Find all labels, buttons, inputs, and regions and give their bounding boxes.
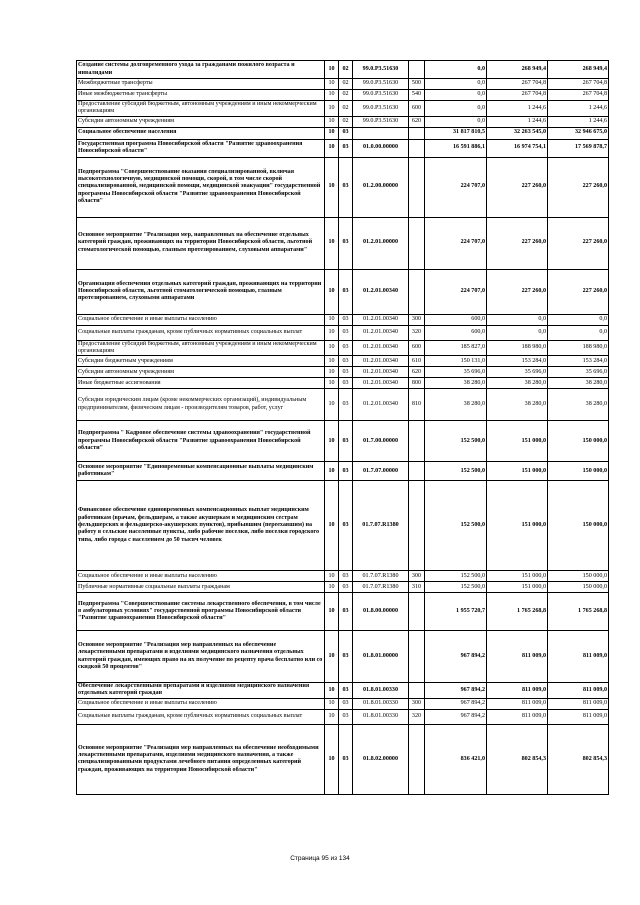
table-cell-amount-year-3: 150 000,0 — [548, 462, 609, 481]
table-cell-target-article: 99.0.P3.51630 — [353, 116, 409, 127]
table-cell-amount-year-1: 150 131,0 — [425, 356, 487, 367]
table-row — [77, 101, 609, 117]
table-row — [77, 389, 609, 421]
table-cell-name: Подпрограмма "Совершенствование оказания специализированной, включая высокотехнологичную, медицинской помощи, скорой, в том числе скорой специализированной, медицинской помощи, медицинской эвакуации" государственной программы Новосибирской области "Развитие здравоохранения Новосибирской области" — [77, 157, 325, 217]
table-cell-expense-type: 500 — [409, 79, 425, 90]
table-cell-section: 10 — [325, 79, 339, 90]
table-cell-name: Подпрограмма "Совершенствование системы лекарственного обеспечения, в том числе в амбулаторных условиях" государственной программы Новосибирской области "Развитие здравоохранения Новосибирской области" — [77, 593, 325, 631]
table-cell-amount-year-3: 268 949,4 — [548, 61, 609, 79]
table-cell-expense-type: 600 — [409, 101, 425, 117]
table-cell-section: 10 — [325, 709, 339, 724]
table-cell-amount-year-3: 1 244,6 — [548, 116, 609, 127]
table-cell-subsection: 03 — [339, 269, 353, 314]
table-cell-subsection: 03 — [339, 481, 353, 571]
table-cell-subsection: 03 — [339, 462, 353, 481]
table-cell-amount-year-1: 600,0 — [425, 314, 487, 325]
table-cell-target-article: 01.7.07.R1380 — [353, 582, 409, 593]
table-cell-amount-year-1: 35 696,0 — [425, 367, 487, 378]
table-cell-name: Субсидии бюджетным учреждениям — [77, 356, 325, 367]
table-cell-amount-year-3: 0,0 — [548, 325, 609, 340]
table-cell-subsection: 03 — [339, 157, 353, 217]
table-cell-subsection: 03 — [339, 217, 353, 269]
table-cell-subsection: 03 — [339, 139, 353, 157]
table-row — [77, 325, 609, 340]
table-cell-amount-year-1: 1 955 720,7 — [425, 593, 487, 631]
table-cell-amount-year-3: 150 000,0 — [548, 571, 609, 582]
table-row — [77, 127, 609, 139]
table-cell-subsection: 03 — [339, 582, 353, 593]
table-cell-expense-type — [409, 724, 425, 794]
table-cell-expense-type — [409, 127, 425, 139]
table-cell-section: 10 — [325, 389, 339, 421]
table-cell-amount-year-3: 0,0 — [548, 314, 609, 325]
table-cell-section: 10 — [325, 61, 339, 79]
table-cell-subsection: 03 — [339, 724, 353, 794]
table-cell-target-article: 01.0.00.00000 — [353, 139, 409, 157]
table-cell-amount-year-2: 38 280,0 — [487, 389, 548, 421]
table-cell-target-article: 01.2.01.00340 — [353, 356, 409, 367]
table-cell-amount-year-2: 811 009,0 — [487, 698, 548, 709]
table-cell-name: Социальное обеспечение и иные выплаты населению — [77, 314, 325, 325]
table-cell-amount-year-3: 150 000,0 — [548, 582, 609, 593]
table-cell-amount-year-2: 268 949,4 — [487, 61, 548, 79]
table-cell-target-article: 01.8.01.00330 — [353, 709, 409, 724]
table-cell-expense-type: 610 — [409, 356, 425, 367]
table-cell-subsection: 02 — [339, 101, 353, 117]
table-row — [77, 378, 609, 389]
table-cell-expense-type: 320 — [409, 325, 425, 340]
table-cell-expense-type: 300 — [409, 571, 425, 582]
table-cell-amount-year-2: 227 260,0 — [487, 217, 548, 269]
table-cell-target-article — [353, 127, 409, 139]
table-cell-amount-year-1: 224 707,0 — [425, 269, 487, 314]
table-cell-amount-year-2: 0,0 — [487, 314, 548, 325]
table-row — [77, 724, 609, 794]
table-cell-target-article: 01.8.01.00330 — [353, 698, 409, 709]
table-cell-section: 10 — [325, 698, 339, 709]
table-cell-subsection: 03 — [339, 378, 353, 389]
table-row — [77, 683, 609, 699]
table-cell-amount-year-2: 151 000,0 — [487, 571, 548, 582]
table-cell-amount-year-2: 227 260,0 — [487, 157, 548, 217]
table-cell-subsection: 03 — [339, 340, 353, 356]
table-cell-name: Публичные нормативные социальные выплаты гражданам — [77, 582, 325, 593]
table-cell-subsection: 03 — [339, 698, 353, 709]
table-cell-name: Организация обеспечения отдельных категорий граждан, проживающих на территории Новосибирской области, льготной стоматологической помощью, глазным протезированием, слуховыми аппаратами — [77, 269, 325, 314]
table-cell-amount-year-1: 0,0 — [425, 101, 487, 117]
table-cell-amount-year-1: 152 500,0 — [425, 582, 487, 593]
table-cell-section: 10 — [325, 217, 339, 269]
table-cell-amount-year-1: 152 500,0 — [425, 481, 487, 571]
table-cell-amount-year-2: 151 000,0 — [487, 481, 548, 571]
table-cell-amount-year-1: 152 500,0 — [425, 571, 487, 582]
table-row — [77, 462, 609, 481]
table-row — [77, 698, 609, 709]
table-row — [77, 116, 609, 127]
table-cell-target-article: 01.2.01.00340 — [353, 389, 409, 421]
table-row — [77, 79, 609, 90]
table-row — [77, 367, 609, 378]
table-cell-subsection: 02 — [339, 90, 353, 101]
table-cell-expense-type: 620 — [409, 116, 425, 127]
table-cell-amount-year-2: 267 704,8 — [487, 90, 548, 101]
table-cell-name: Социальное обеспечение и иные выплаты населению — [77, 698, 325, 709]
table-cell-amount-year-1: 38 280,0 — [425, 378, 487, 389]
table-cell-name: Основное мероприятие "Реализация мер, направленных на обеспечение отдельных категорий граждан, проживающих на территории Новосибирской области, льготной стоматологической помощью, глазным протезированием, слуховыми аппаратами" — [77, 217, 325, 269]
table-cell-section: 10 — [325, 593, 339, 631]
table-cell-target-article: 01.7.07.R1380 — [353, 571, 409, 582]
table-cell-target-article: 01.7.00.00000 — [353, 421, 409, 462]
table-cell-amount-year-1: 0,0 — [425, 90, 487, 101]
table-cell-amount-year-2: 1 765 268,8 — [487, 593, 548, 631]
table-row — [77, 709, 609, 724]
table-cell-amount-year-1: 967 894,2 — [425, 683, 487, 699]
table-cell-amount-year-2: 0,0 — [487, 325, 548, 340]
table-cell-section: 10 — [325, 378, 339, 389]
table-cell-amount-year-3: 38 280,0 — [548, 378, 609, 389]
table-cell-section: 10 — [325, 571, 339, 582]
table-cell-subsection: 03 — [339, 593, 353, 631]
table-cell-amount-year-1: 600,0 — [425, 325, 487, 340]
table-cell-section: 10 — [325, 683, 339, 699]
table-cell-expense-type: 310 — [409, 582, 425, 593]
table-cell-expense-type: 600 — [409, 340, 425, 356]
table-cell-name: Субсидии юридическим лицам (кроме некоммерческих организаций), индивидуальным предпринимателям, физическим лицам - производителям товаров, работ, услуг — [77, 389, 325, 421]
table-cell-amount-year-1: 224 707,0 — [425, 217, 487, 269]
table-cell-subsection: 03 — [339, 709, 353, 724]
table-cell-subsection: 03 — [339, 325, 353, 340]
table-cell-amount-year-2: 153 284,0 — [487, 356, 548, 367]
table-row — [77, 582, 609, 593]
table-cell-amount-year-3: 811 009,0 — [548, 698, 609, 709]
table-cell-amount-year-2: 188 980,0 — [487, 340, 548, 356]
table-cell-target-article: 99.0.P3.51630 — [353, 101, 409, 117]
table-cell-name: Обеспечение лекарственными препаратами и изделиями медицинского назначения отдельных категорий граждан — [77, 683, 325, 699]
table-cell-section: 10 — [325, 367, 339, 378]
table-cell-subsection: 03 — [339, 314, 353, 325]
table-cell-amount-year-3: 38 280,0 — [548, 389, 609, 421]
table-cell-amount-year-3: 811 009,0 — [548, 709, 609, 724]
table-row — [77, 481, 609, 571]
table-cell-amount-year-3: 227 260,0 — [548, 157, 609, 217]
table-cell-target-article: 99.0.P3.51630 — [353, 79, 409, 90]
table-cell-amount-year-3: 811 009,0 — [548, 683, 609, 699]
table-cell-expense-type: 300 — [409, 314, 425, 325]
table-row — [77, 593, 609, 631]
table-cell-section: 10 — [325, 340, 339, 356]
table-cell-amount-year-1: 16 591 886,1 — [425, 139, 487, 157]
table-cell-name: Основное мероприятие "Реализация мер направленных на обеспечение необходимыми лекарственными препаратами, изделиями медицинского назначения, а также специализированными продуктами лечебного питания определенных категорий граждан, проживающих на территории Новосибирской области" — [77, 724, 325, 794]
table-cell-amount-year-3: 150 000,0 — [548, 421, 609, 462]
table-cell-amount-year-2: 267 704,8 — [487, 79, 548, 90]
table-cell-amount-year-3: 1 244,6 — [548, 101, 609, 117]
table-cell-section: 10 — [325, 139, 339, 157]
table-cell-section: 10 — [325, 356, 339, 367]
table-cell-amount-year-2: 1 244,6 — [487, 101, 548, 117]
table-cell-amount-year-3: 227 260,0 — [548, 217, 609, 269]
table-cell-subsection: 03 — [339, 421, 353, 462]
table-cell-subsection: 03 — [339, 683, 353, 699]
table-cell-subsection: 03 — [339, 389, 353, 421]
table-cell-amount-year-2: 227 260,0 — [487, 269, 548, 314]
table-cell-amount-year-2: 151 000,0 — [487, 582, 548, 593]
table-cell-amount-year-2: 802 854,3 — [487, 724, 548, 794]
table-cell-target-article: 01.2.01.00340 — [353, 314, 409, 325]
page-number-footer: Страница 95 из 134 — [290, 855, 350, 862]
table-cell-name: Финансовое обеспечение единовременных компенсационных выплат медицинским работникам (врачам, фельдшерам, а также акушеркам и медицинским сестрам фельдшерских и фельдшерско-акушерских пунктов), прибывшим (переехавшим) на работу в сельские населенные пункты, либо рабочие поселки, либо поселки городского типа, либо города с населением до 50 тысяч человек — [77, 481, 325, 571]
table-cell-section: 10 — [325, 724, 339, 794]
table-cell-target-article: 99.0.P3.51630 — [353, 90, 409, 101]
table-cell-target-article: 01.2.01.00340 — [353, 340, 409, 356]
table-cell-name: Основное мероприятие "Реализация мер направленных на обеспечение лекарственными препаратами и изделиями медицинского назначения отдельных категорий граждан, имеющих право на их получение по рецепту врача бесплатно или со скидкой 50 процентов" — [77, 631, 325, 683]
table-cell-subsection: 03 — [339, 367, 353, 378]
table-cell-name: Социальные выплаты гражданам, кроме публичных нормативных социальных выплат — [77, 709, 325, 724]
table-cell-section: 10 — [325, 157, 339, 217]
table-cell-target-article: 01.2.01.00340 — [353, 378, 409, 389]
table-cell-section: 10 — [325, 127, 339, 139]
table-row — [77, 356, 609, 367]
table-cell-section: 10 — [325, 421, 339, 462]
table-cell-expense-type — [409, 593, 425, 631]
table-cell-amount-year-1: 185 827,0 — [425, 340, 487, 356]
table-cell-section: 10 — [325, 116, 339, 127]
table-row — [77, 90, 609, 101]
table-cell-amount-year-1: 152 500,0 — [425, 462, 487, 481]
table-cell-expense-type — [409, 462, 425, 481]
table-cell-section: 10 — [325, 90, 339, 101]
table-row — [77, 269, 609, 314]
table-cell-expense-type — [409, 269, 425, 314]
table-cell-amount-year-3: 17 569 878,7 — [548, 139, 609, 157]
table-cell-expense-type — [409, 481, 425, 571]
table-cell-expense-type — [409, 421, 425, 462]
table-cell-name: Государственная программа Новосибирской области "Развитие здравоохранения Новосибирской области" — [77, 139, 325, 157]
table-cell-target-article: 01.2.01.00340 — [353, 325, 409, 340]
table-cell-amount-year-3: 267 704,8 — [548, 90, 609, 101]
table-cell-subsection: 03 — [339, 127, 353, 139]
table-row — [77, 139, 609, 157]
table-cell-name: Социальные выплаты гражданам, кроме публичных нормативных социальных выплат — [77, 325, 325, 340]
table-cell-name: Социальное обеспечение и иные выплаты населению — [77, 571, 325, 582]
table-cell-name: Предоставление субсидий бюджетным, автономным учреждениям и иным некоммерческим организациям — [77, 340, 325, 356]
table-cell-section: 10 — [325, 269, 339, 314]
table-row — [77, 61, 609, 79]
table-cell-target-article: 01.7.07.00000 — [353, 462, 409, 481]
table-cell-name: Создание системы долговременного ухода за гражданами пожилого возраста и инвалидами — [77, 61, 325, 79]
table-cell-amount-year-2: 32 263 545,0 — [487, 127, 548, 139]
table-cell-target-article: 01.2.00.00000 — [353, 157, 409, 217]
table-cell-amount-year-2: 35 696,0 — [487, 367, 548, 378]
table-cell-amount-year-3: 267 704,8 — [548, 79, 609, 90]
table-row — [77, 571, 609, 582]
table-cell-amount-year-3: 150 000,0 — [548, 481, 609, 571]
table-cell-name: Иные межбюджетные трансферты — [77, 90, 325, 101]
table-cell-expense-type — [409, 631, 425, 683]
table-cell-target-article: 01.8.00.00000 — [353, 593, 409, 631]
table-cell-name: Иные бюджетные ассигнования — [77, 378, 325, 389]
table-cell-target-article: 01.8.01.00000 — [353, 631, 409, 683]
table-cell-expense-type: 320 — [409, 709, 425, 724]
table-cell-amount-year-2: 151 000,0 — [487, 462, 548, 481]
table-cell-name: Межбюджетные трансферты — [77, 79, 325, 90]
table-cell-amount-year-1: 967 894,2 — [425, 631, 487, 683]
table-cell-amount-year-1: 0,0 — [425, 61, 487, 79]
table-cell-section: 10 — [325, 314, 339, 325]
table-row — [77, 340, 609, 356]
table-cell-amount-year-3: 32 946 675,0 — [548, 127, 609, 139]
table-cell-target-article: 99.0.P3.51630 — [353, 61, 409, 79]
table-cell-section: 10 — [325, 462, 339, 481]
table-cell-amount-year-1: 38 280,0 — [425, 389, 487, 421]
table-cell-expense-type — [409, 157, 425, 217]
table-row — [77, 157, 609, 217]
table-cell-amount-year-1: 152 500,0 — [425, 421, 487, 462]
budget-table — [76, 60, 609, 795]
table-cell-name: Предоставление субсидий бюджетным, автономным учреждениям и иным некоммерческим организациям — [77, 101, 325, 117]
table-cell-expense-type: 800 — [409, 378, 425, 389]
table-cell-amount-year-2: 151 000,0 — [487, 421, 548, 462]
table-cell-subsection: 03 — [339, 356, 353, 367]
table-cell-amount-year-3: 1 765 268,8 — [548, 593, 609, 631]
table-cell-section: 10 — [325, 101, 339, 117]
table-cell-section: 10 — [325, 582, 339, 593]
table-cell-name: Социальное обеспечение населения — [77, 127, 325, 139]
table-cell-amount-year-1: 31 817 810,5 — [425, 127, 487, 139]
table-cell-amount-year-2: 811 009,0 — [487, 683, 548, 699]
table-cell-name: Субсидии автономным учреждениям — [77, 367, 325, 378]
table-cell-expense-type — [409, 139, 425, 157]
table-cell-subsection: 02 — [339, 79, 353, 90]
table-cell-expense-type — [409, 61, 425, 79]
table-cell-target-article: 01.2.01.00000 — [353, 217, 409, 269]
table-cell-subsection: 02 — [339, 61, 353, 79]
table-cell-amount-year-3: 153 284,0 — [548, 356, 609, 367]
table-cell-amount-year-3: 802 854,3 — [548, 724, 609, 794]
table-cell-amount-year-3: 811 009,0 — [548, 631, 609, 683]
table-cell-target-article: 01.8.02.00000 — [353, 724, 409, 794]
table-cell-target-article: 01.2.01.00340 — [353, 367, 409, 378]
table-cell-section: 10 — [325, 325, 339, 340]
table-cell-amount-year-1: 967 894,2 — [425, 709, 487, 724]
table-cell-subsection: 03 — [339, 571, 353, 582]
table-cell-amount-year-3: 35 696,0 — [548, 367, 609, 378]
table-cell-subsection: 03 — [339, 631, 353, 683]
table-cell-amount-year-1: 836 421,0 — [425, 724, 487, 794]
table-cell-target-article: 01.2.01.00340 — [353, 269, 409, 314]
table-cell-target-article: 01.7.07.R1380 — [353, 481, 409, 571]
table-cell-name: Основное мероприятие "Единовременные компенсационные выплаты медицинским работникам" — [77, 462, 325, 481]
table-cell-amount-year-2: 38 280,0 — [487, 378, 548, 389]
table-cell-amount-year-2: 811 009,0 — [487, 709, 548, 724]
table-cell-amount-year-1: 0,0 — [425, 79, 487, 90]
table-cell-expense-type: 300 — [409, 698, 425, 709]
table-row — [77, 421, 609, 462]
table-cell-target-article: 01.8.01.00330 — [353, 683, 409, 699]
table-cell-amount-year-1: 224 707,0 — [425, 157, 487, 217]
table-cell-section: 10 — [325, 631, 339, 683]
table-cell-expense-type: 540 — [409, 90, 425, 101]
table-cell-amount-year-1: 967 894,2 — [425, 698, 487, 709]
table-row — [77, 631, 609, 683]
table-cell-amount-year-1: 0,0 — [425, 116, 487, 127]
table-cell-name: Субсидии автономным учреждениям — [77, 116, 325, 127]
table-cell-amount-year-2: 1 244,6 — [487, 116, 548, 127]
table-cell-section: 10 — [325, 481, 339, 571]
table-cell-name: Подпрограмма " Кадровое обеспечение системы здравоохранения" государственной программы Новосибирской области "Развитие здравоохранения Новосибирской области" — [77, 421, 325, 462]
table-cell-expense-type — [409, 217, 425, 269]
table-cell-amount-year-3: 227 260,0 — [548, 269, 609, 314]
table-cell-amount-year-2: 16 974 754,1 — [487, 139, 548, 157]
table-row — [77, 314, 609, 325]
table-cell-amount-year-2: 811 009,0 — [487, 631, 548, 683]
table-cell-expense-type — [409, 683, 425, 699]
table-cell-subsection: 02 — [339, 116, 353, 127]
table-cell-amount-year-3: 188 980,0 — [548, 340, 609, 356]
table-cell-expense-type: 810 — [409, 389, 425, 421]
table-row — [77, 217, 609, 269]
table-cell-expense-type: 620 — [409, 367, 425, 378]
